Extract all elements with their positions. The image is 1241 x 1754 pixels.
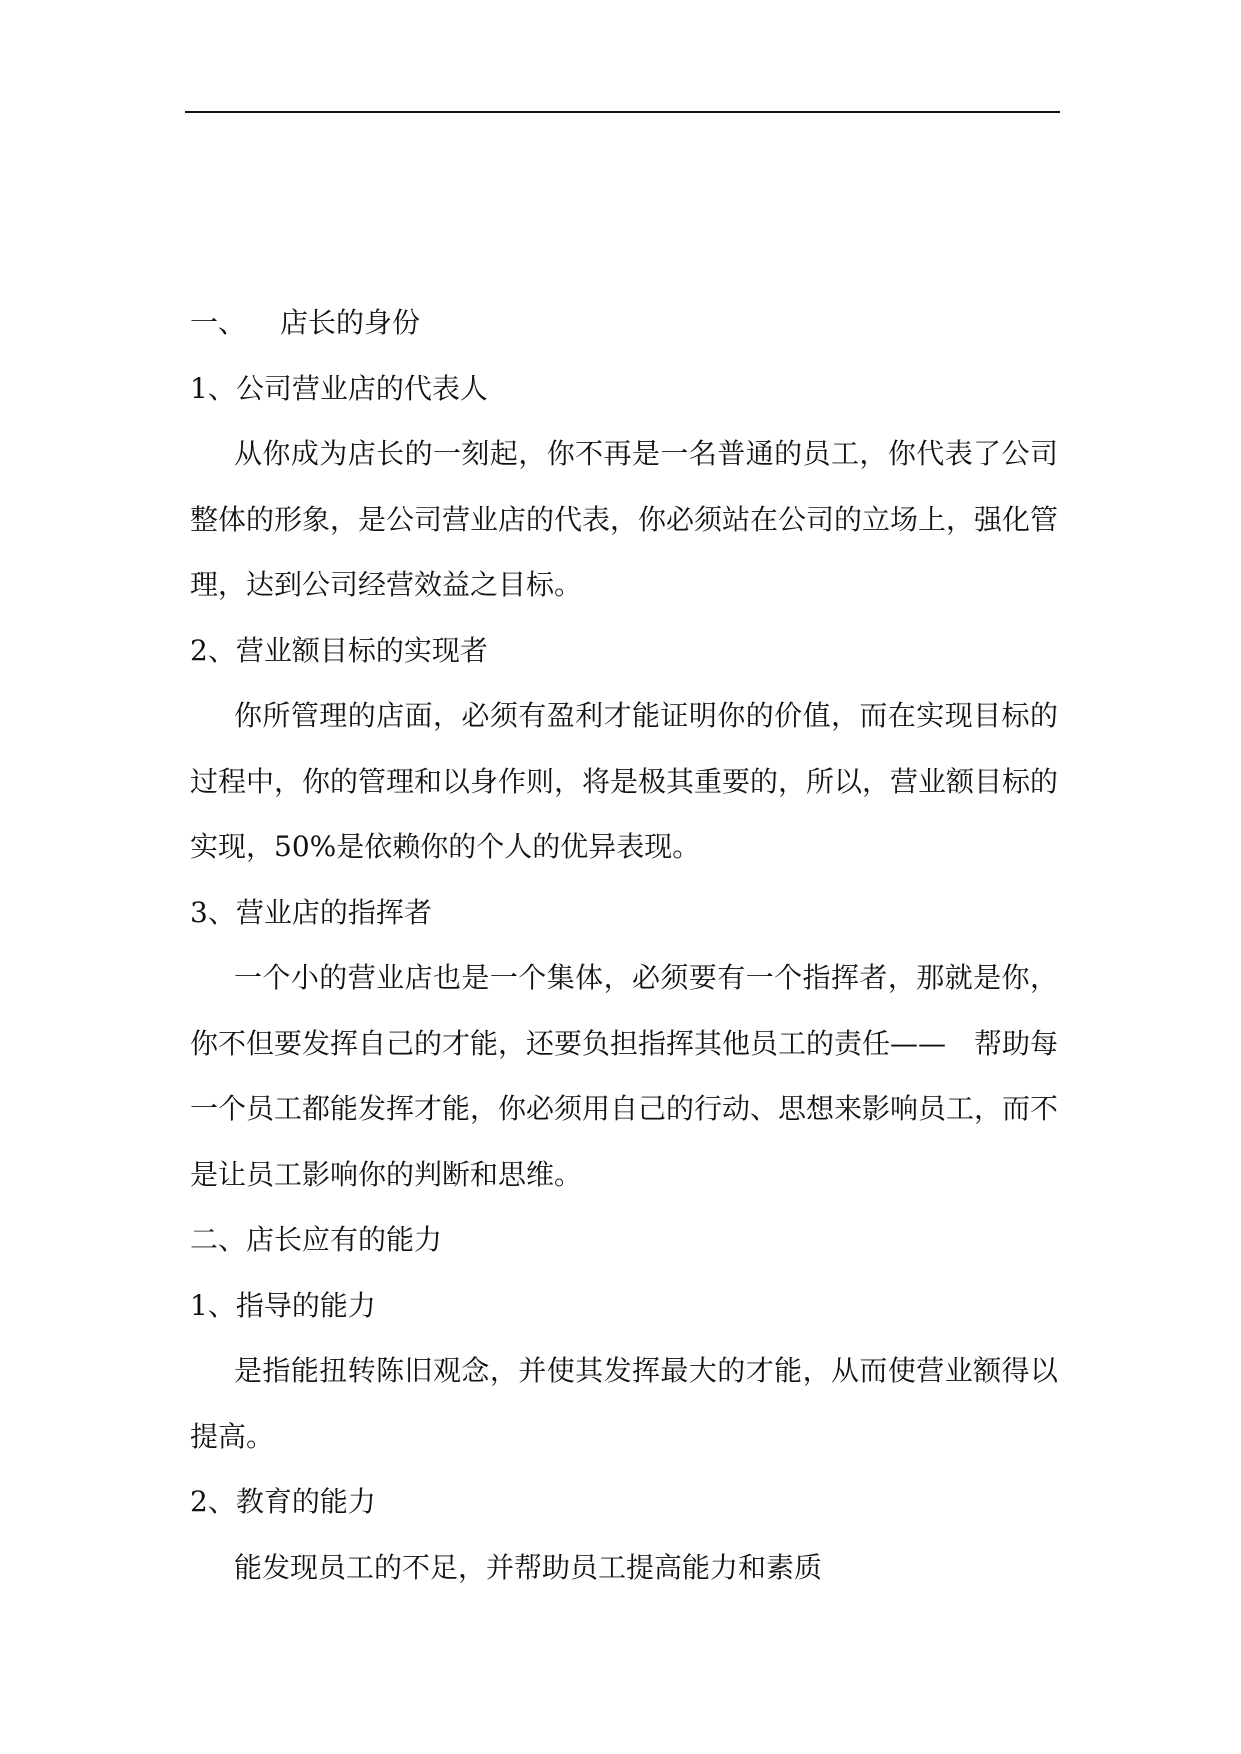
item-paragraph: 是指能扭转陈旧观念，并使其发挥最大的才能，从而使营业额得以提高。 (190, 1354, 1058, 1453)
section-1-title: 店长的身份 (280, 306, 421, 339)
section-1-heading (190, 290, 1058, 356)
item-paragraph: 从你成为店长的一刻起，你不再是一名普通的员工，你代表了公司整体的形象，是公司营业店的代表，你必须站在公司的立场上，强化管理，达到公司经营效益之目标。 (190, 437, 1059, 601)
section-2-heading: 二、店长应有的能力 (190, 1223, 443, 1256)
item-heading: 2、教育的能力 (190, 1485, 376, 1518)
item-heading: 1、指导的能力 (190, 1288, 376, 1322)
item-heading: 3、营业店的指挥者 (190, 895, 432, 929)
document-body (190, 290, 1058, 1600)
item-paragraph: 能发现员工的不足，并帮助员工提高能力和素质 (234, 1550, 823, 1584)
section-1-number: 一、 (190, 306, 247, 339)
item-paragraph: 你所管理的店面，必须有盈利才能证明你的价值，而在实现目标的过程中，你的管理和以身作则，将是极其重要的，所以，营业额目标的实现，50%是依赖你的个人的优异表现。 (190, 699, 1059, 863)
item-heading: 1、公司营业店的代表人 (190, 371, 488, 405)
item-heading: 2、营业额目标的实现者 (190, 633, 488, 667)
header-rule (185, 111, 1060, 113)
item-paragraph: 一个小的营业店也是一个集体，必须要有一个指挥者，那就是你，你不但要发挥自己的才能，还要负担指挥其他员工的责任—— 帮助每一个员工都能发挥才能，你必须用自己的行动、思想来影响员工，而不是让员工影响你的判断和思维。 (190, 961, 1059, 1191)
